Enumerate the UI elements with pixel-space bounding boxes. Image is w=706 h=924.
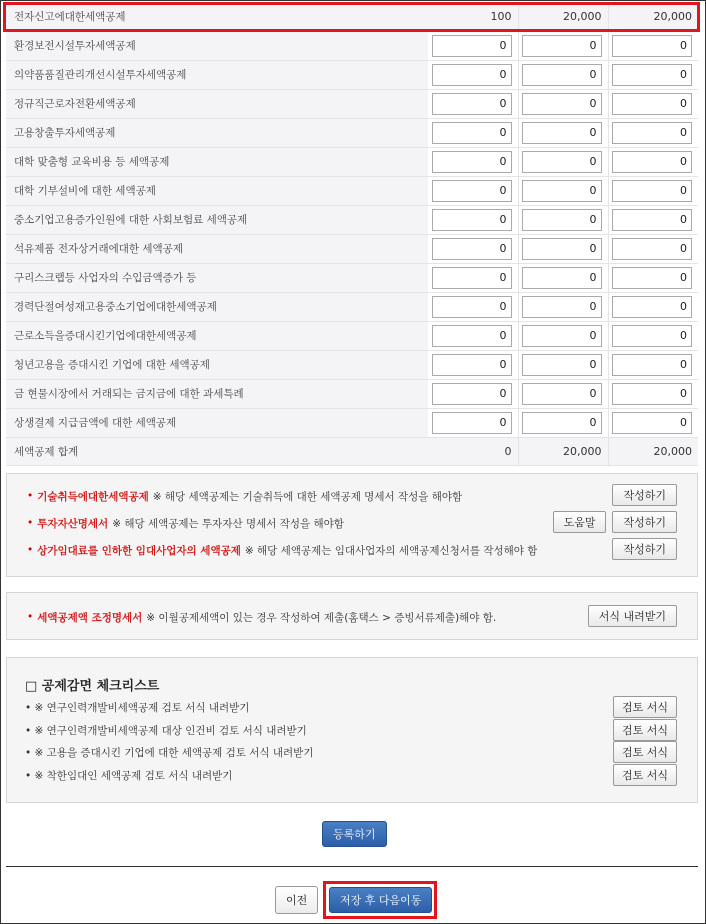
amount-input[interactable] (522, 122, 602, 144)
row-label: 금 현물시장에서 거래되는 금지금에 대한 과세특례 (6, 379, 428, 408)
write-button[interactable]: 작성하기 (612, 484, 677, 506)
amount-input[interactable] (432, 64, 512, 86)
row-input-cell (428, 118, 518, 147)
row-input-cell (428, 234, 518, 263)
amount-input[interactable] (522, 325, 602, 347)
table-row (6, 263, 698, 292)
row-value: 20,000 (518, 2, 608, 31)
amount-input[interactable] (522, 93, 602, 115)
row-input-cell (518, 89, 608, 118)
amount-input[interactable] (522, 35, 602, 57)
amount-input[interactable] (522, 209, 602, 231)
table-row (6, 147, 698, 176)
download-form-button[interactable]: 서식 내려받기 (588, 605, 677, 627)
row-input-cell (608, 379, 698, 408)
row-input-cell (428, 89, 518, 118)
row-input-cell (428, 408, 518, 437)
checklist-title: □ 공제감면 체크리스트 (25, 679, 160, 694)
table-row (6, 292, 698, 321)
amount-input[interactable] (612, 151, 692, 173)
row-input-cell (608, 147, 698, 176)
checklist-item (25, 696, 677, 718)
table-row (6, 176, 698, 205)
amount-input[interactable] (522, 151, 602, 173)
amount-input[interactable] (612, 93, 692, 115)
row-input-cell (608, 118, 698, 147)
row-input-cell (608, 60, 698, 89)
table-row (6, 31, 698, 60)
amount-input[interactable] (612, 354, 692, 376)
row-input-cell (518, 31, 608, 60)
amount-input[interactable] (522, 64, 602, 86)
amount-input[interactable] (522, 238, 602, 260)
notice-row (27, 511, 677, 535)
row-value: 20,000 (518, 437, 608, 465)
amount-input[interactable] (432, 93, 512, 115)
amount-input[interactable] (612, 209, 692, 231)
table-row (6, 350, 698, 379)
amount-input[interactable] (432, 151, 512, 173)
row-label: 경력단절여성재고용중소기업에대한세액공제 (6, 292, 428, 321)
amount-input[interactable] (432, 267, 512, 289)
amount-input[interactable] (612, 64, 692, 86)
checklist-panel (6, 657, 698, 803)
row-label: 중소기업고용증가인원에 대한 사회보험료 세액공제 (6, 205, 428, 234)
row-input-cell (518, 350, 608, 379)
row-input-cell (608, 205, 698, 234)
help-button[interactable]: 도움말 (553, 511, 607, 533)
row-input-cell (518, 205, 608, 234)
row-input-cell (518, 408, 608, 437)
amount-input[interactable] (432, 383, 512, 405)
row-input-cell (428, 205, 518, 234)
bullet: • (27, 490, 34, 502)
review-form-button[interactable]: 검토 서식 (613, 741, 677, 763)
row-label: 청년고용을 증대시킨 기업에 대한 세액공제 (6, 350, 428, 379)
row-input-cell (518, 176, 608, 205)
amount-input[interactable] (432, 122, 512, 144)
table-row (6, 379, 698, 408)
row-input-cell (608, 321, 698, 350)
row-input-cell (518, 321, 608, 350)
row-input-cell (428, 379, 518, 408)
row-label: 환경보전시설투자세액공제 (6, 31, 428, 60)
adjustment-title: 세액공제액 조정명세서 (37, 611, 143, 624)
amount-input[interactable] (432, 354, 512, 376)
amount-input[interactable] (432, 238, 512, 260)
amount-input[interactable] (522, 383, 602, 405)
review-form-button[interactable]: 검토 서식 (613, 764, 677, 786)
amount-input[interactable] (522, 180, 602, 202)
bullet: • (27, 544, 34, 556)
row-input-cell (518, 234, 608, 263)
amount-input[interactable] (612, 180, 692, 202)
adjustment-notice-panel (6, 592, 698, 640)
row-label: 석유제품 전자상거래에대한 세액공제 (6, 234, 428, 263)
row-input-cell (428, 31, 518, 60)
notice-row (27, 538, 677, 562)
row-input-cell (518, 60, 608, 89)
checklist-item (25, 741, 677, 763)
amount-input[interactable] (522, 267, 602, 289)
row-input-cell (608, 350, 698, 379)
write-button[interactable]: 작성하기 (612, 511, 677, 533)
row-value: 20,000 (608, 437, 698, 465)
row-label: 구리스크랩등 사업자의 수입금액증가 등 (6, 263, 428, 292)
row-label: 고용창출투자세액공제 (6, 118, 428, 147)
amount-input[interactable] (612, 267, 692, 289)
checklist-item-text: • ※ 착한임대인 세액공제 검토 서식 내려받기 (25, 769, 233, 782)
row-label: 대학 맞춤형 교육비용 등 세액공제 (6, 147, 428, 176)
amount-input[interactable] (612, 35, 692, 57)
row-label: 대학 기부설비에 대한 세액공제 (6, 176, 428, 205)
row-label: 의약품품질관리개선시설투자세액공제 (6, 60, 428, 89)
amount-input[interactable] (432, 412, 512, 434)
prev-button[interactable]: 이전 (275, 886, 318, 914)
checklist-item-text: • ※ 연구인력개발비세액공제 검토 서식 내려받기 (25, 701, 250, 714)
table-row (6, 408, 698, 437)
table-row (6, 321, 698, 350)
row-input-cell (608, 176, 698, 205)
deduction-table (6, 2, 698, 466)
row-input-cell (608, 292, 698, 321)
amount-input[interactable] (522, 296, 602, 318)
row-label: 정규직근로자전환세액공제 (6, 89, 428, 118)
row-input-cell (608, 263, 698, 292)
review-form-button[interactable]: 검토 서식 (613, 696, 677, 718)
amount-input[interactable] (612, 412, 692, 434)
amount-input[interactable] (612, 325, 692, 347)
notice-text: ※ 해당 세액공제는 투자자산 명세서 작성을 해야함 (112, 517, 344, 530)
table-row-electronic-filing (6, 2, 698, 31)
adjustment-text: ※ 이월공제세액이 있는 경우 작성하여 제출(홈택스 > 증빙서류제출)해야 함. (146, 611, 497, 624)
row-value: 100 (428, 2, 518, 31)
row-value: 20,000 (608, 2, 698, 31)
row-label: 전자신고에대한세액공제 (6, 2, 428, 31)
row-input-cell (428, 60, 518, 89)
table-row (6, 118, 698, 147)
amount-input[interactable] (432, 296, 512, 318)
row-value: 0 (428, 437, 518, 465)
write-button[interactable]: 작성하기 (612, 538, 677, 560)
row-input-cell (428, 350, 518, 379)
notice-title[interactable]: 투자자산명세서 (37, 517, 109, 530)
amount-input[interactable] (522, 412, 602, 434)
row-input-cell (428, 263, 518, 292)
table-row (6, 234, 698, 263)
row-input-cell (608, 89, 698, 118)
row-label: 근로소득을증대시킨기업에대한세액공제 (6, 321, 428, 350)
notice-title[interactable]: 상가임대료를 인하한 임대사업자의 세액공제 (37, 544, 241, 557)
amount-input[interactable] (432, 180, 512, 202)
bullet: • (27, 517, 34, 529)
row-input-cell (608, 408, 698, 437)
adjustment-row (27, 605, 677, 629)
row-input-cell (518, 118, 608, 147)
amount-input[interactable] (522, 354, 602, 376)
row-label: 세액공제 합계 (6, 437, 428, 465)
table-row (6, 205, 698, 234)
table-row-sum (6, 437, 698, 465)
divider (6, 866, 698, 867)
checklist-item (25, 719, 677, 741)
table-row (6, 89, 698, 118)
row-input-cell (428, 176, 518, 205)
register-button[interactable]: 등록하기 (322, 821, 387, 847)
row-input-cell (518, 379, 608, 408)
row-input-cell (428, 147, 518, 176)
row-input-cell (608, 31, 698, 60)
row-input-cell (428, 321, 518, 350)
amount-input[interactable] (612, 296, 692, 318)
row-input-cell (518, 292, 608, 321)
notice-text: ※ 해당 세액공제는 임대사업자의 세액공제신청서를 작성해야 함 (244, 544, 538, 557)
deduction-notice-panel (6, 473, 698, 577)
amount-input[interactable] (612, 238, 692, 260)
amount-input[interactable] (432, 35, 512, 57)
save-next-button[interactable]: 저장 후 다음이동 (329, 887, 432, 913)
notice-text: ※ 해당 세액공제는 기술취득에 대한 세액공제 명세서 작성을 해야함 (152, 490, 463, 503)
notice-row (27, 484, 677, 508)
amount-input[interactable] (432, 325, 512, 347)
amount-input[interactable] (612, 122, 692, 144)
row-input-cell (518, 147, 608, 176)
row-label: 상생결제 지급금액에 대한 세액공제 (6, 408, 428, 437)
checklist-item-text: • ※ 연구인력개발비세액공제 대상 인건비 검토 서식 내려받기 (25, 724, 307, 737)
bullet: • (27, 611, 34, 623)
row-input-cell (608, 234, 698, 263)
amount-input[interactable] (612, 383, 692, 405)
notice-title[interactable]: 기술취득에대한세액공제 (37, 490, 149, 503)
row-input-cell (428, 292, 518, 321)
row-input-cell (518, 263, 608, 292)
table-row (6, 60, 698, 89)
review-form-button[interactable]: 검토 서식 (613, 719, 677, 741)
checklist-item (25, 764, 677, 786)
checklist-item-text: • ※ 고용을 증대시킨 기업에 대한 세액공제 검토 서식 내려받기 (25, 746, 314, 759)
amount-input[interactable] (432, 209, 512, 231)
